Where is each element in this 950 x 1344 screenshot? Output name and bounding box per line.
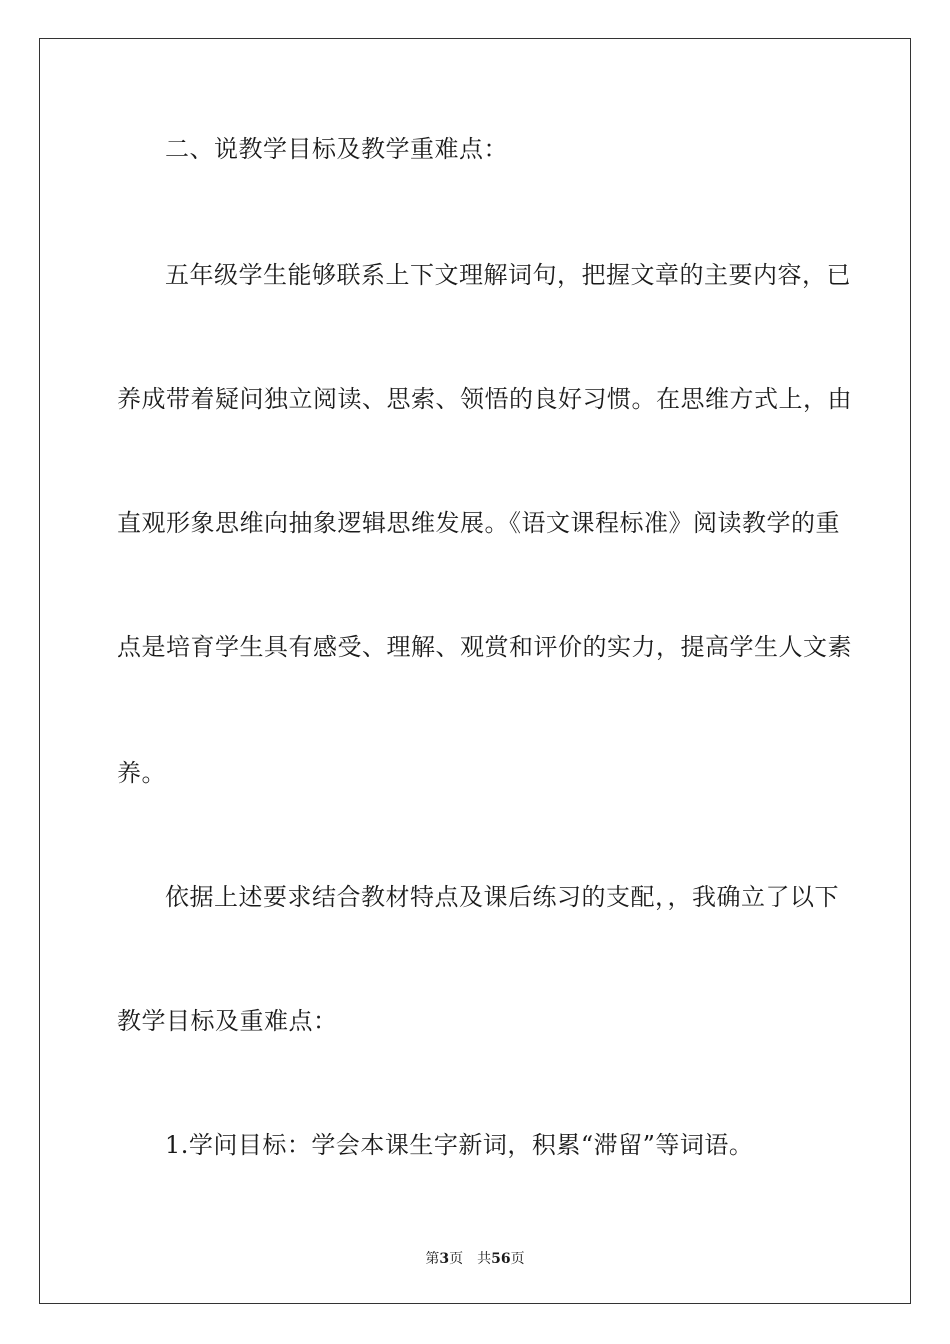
paragraph-line: 五年级学生能够联系上下文理解词句，把握文章的主要内容，已: [165, 261, 851, 289]
total-prefix: 共: [477, 1251, 492, 1267]
page-border: [39, 38, 911, 1304]
section-heading: 二、说教学目标及教学重难点：: [165, 135, 508, 163]
paragraph-line: 养。: [117, 759, 166, 787]
page-footer: [0, 1248, 950, 1268]
page-prefix: 第: [425, 1251, 440, 1267]
list-item: 1.学问目标：学会本课生字新词，积累“滞留”等词语。: [165, 1131, 754, 1159]
paragraph-line: 养成带着疑问独立阅读、思索、领悟的良好习惯。在思维方式上，由: [117, 385, 852, 413]
page-number: 3: [439, 1251, 450, 1267]
paragraph-line: 依据上述要求结合教材特点及课后练习的支配，，我确立了以下: [165, 883, 839, 911]
paragraph-line: 直观形象思维向抽象逻辑思维发展。《语文课程标准》阅读教学的重: [117, 509, 840, 537]
page-suffix: 页: [449, 1251, 464, 1267]
paragraph-line: 教学目标及重难点：: [117, 1007, 338, 1035]
paragraph-line: 点是培育学生具有感受、理解、观赏和评价的实力，提高学生人文素: [117, 633, 852, 661]
total-pages: 56: [491, 1251, 511, 1267]
total-suffix: 页: [510, 1251, 525, 1267]
